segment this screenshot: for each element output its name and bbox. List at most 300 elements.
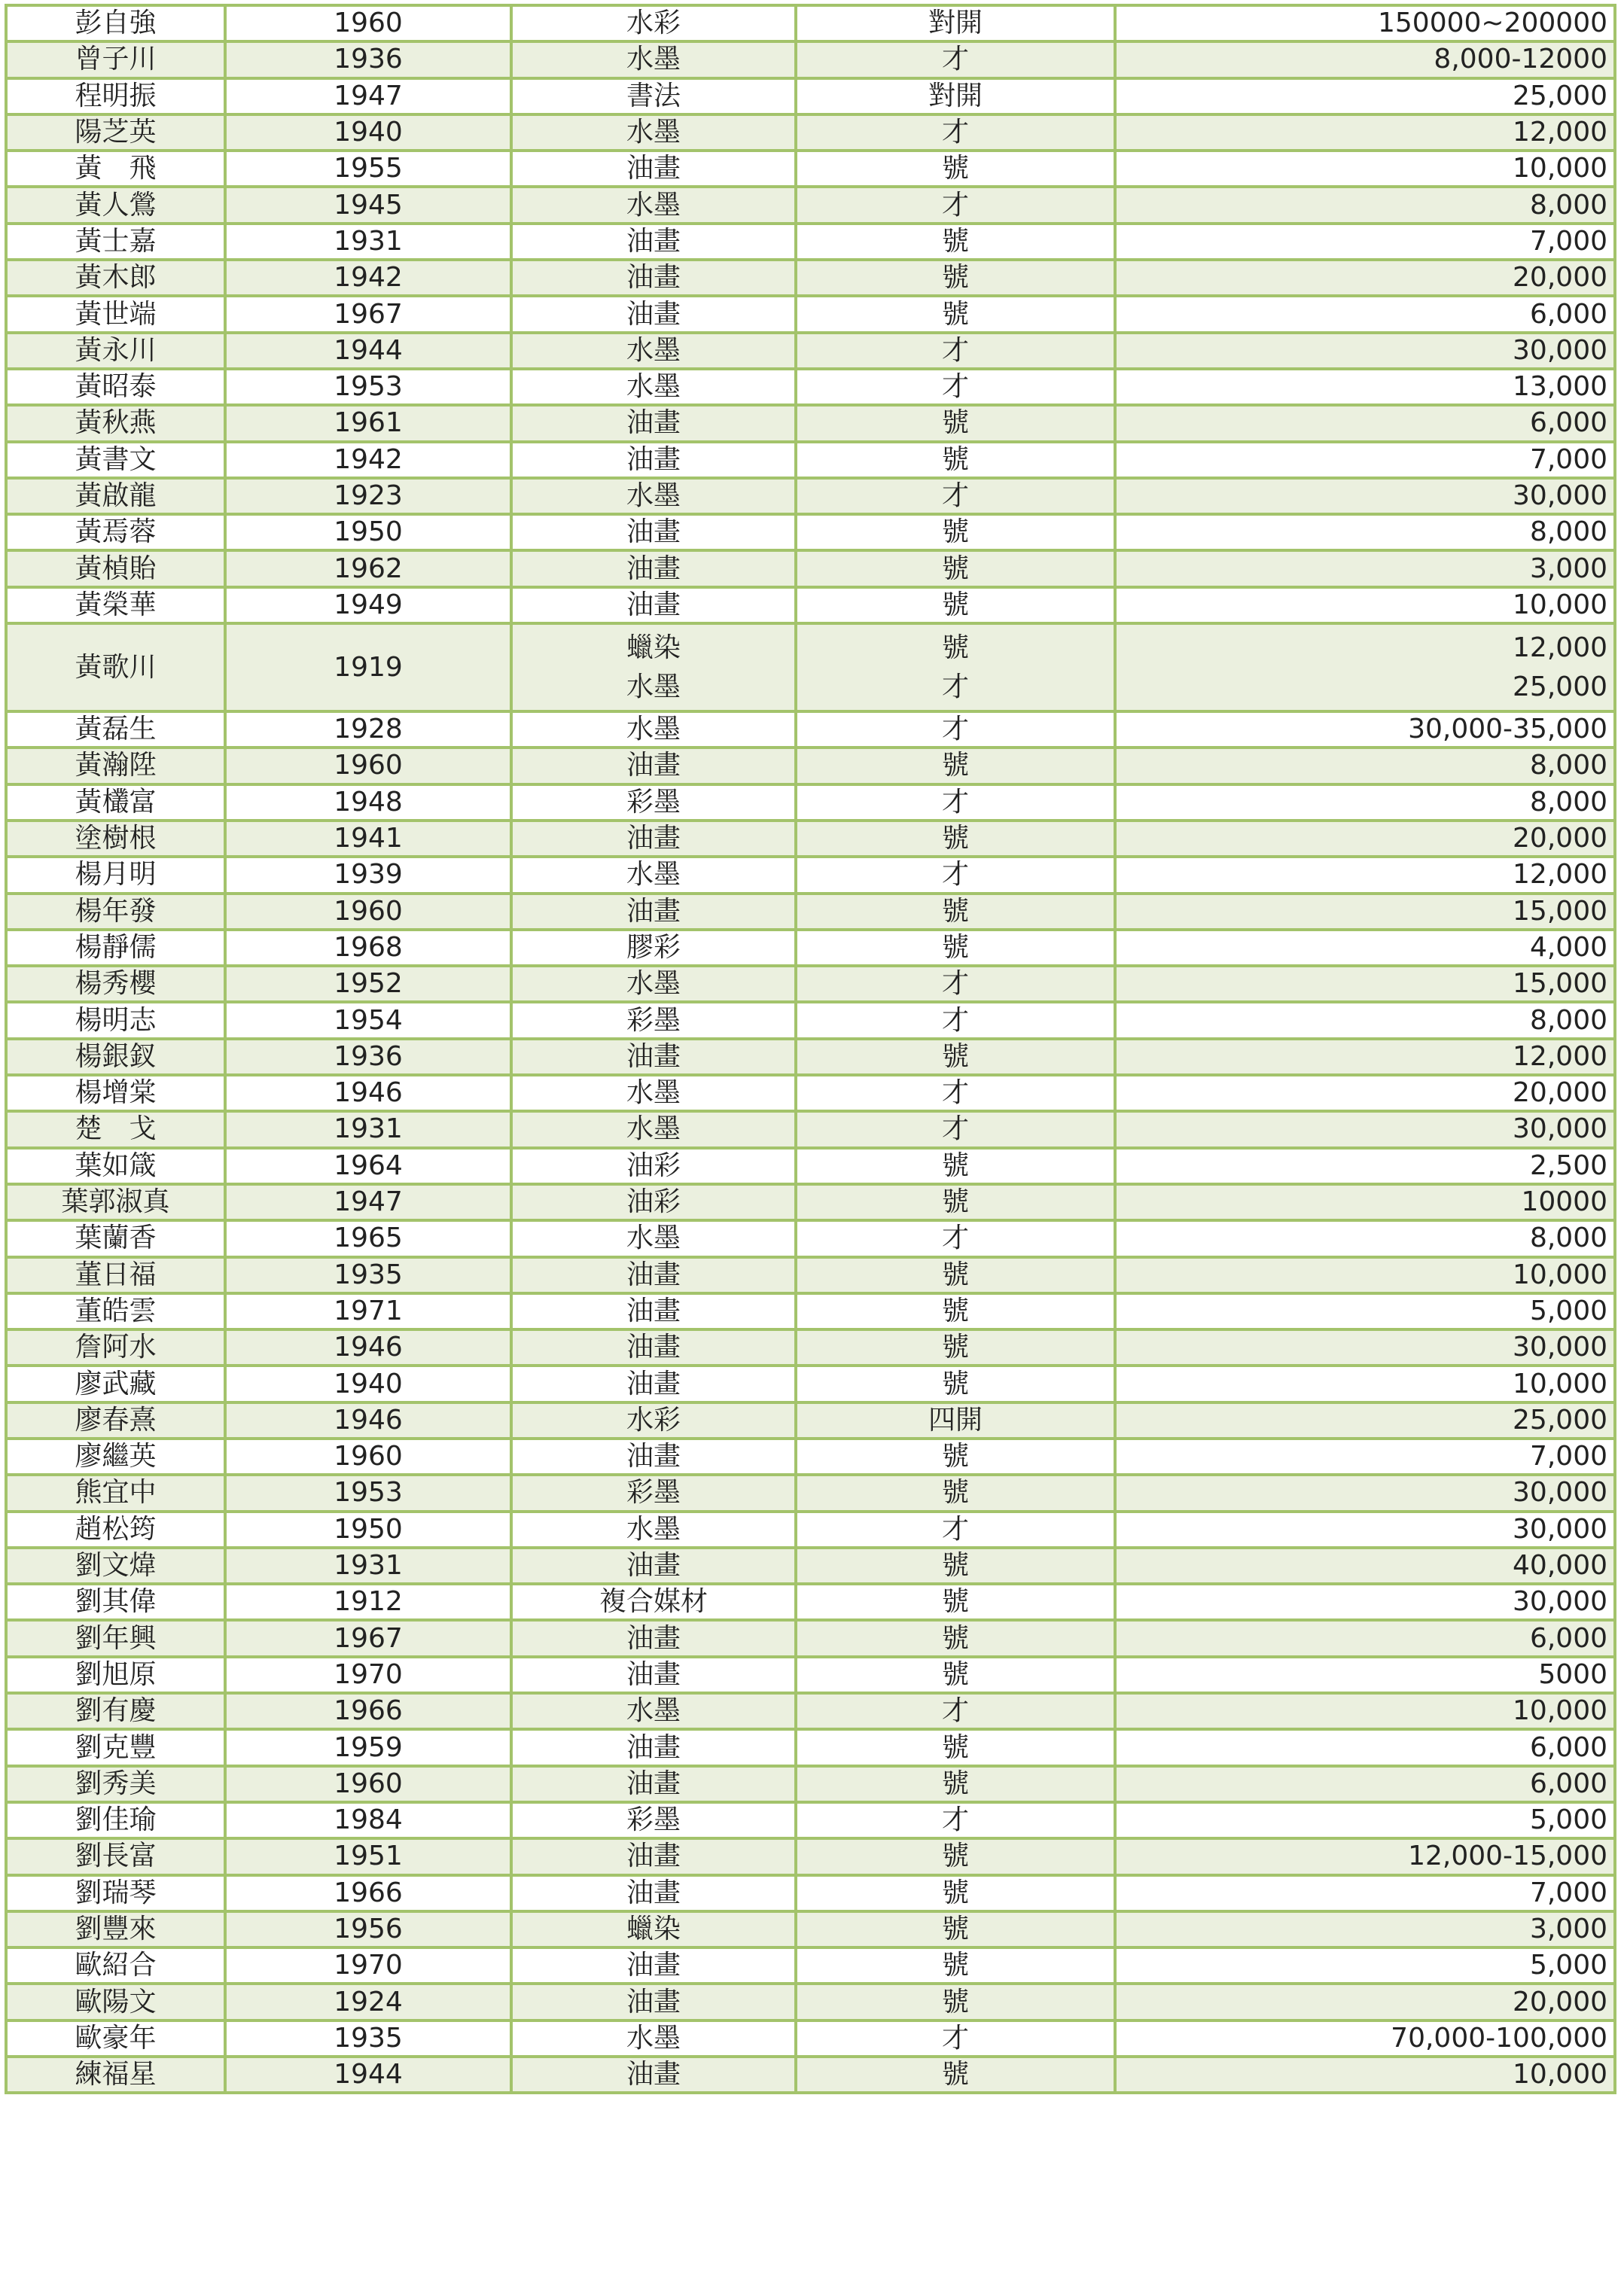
medium-cell: 水彩 <box>511 1402 796 1439</box>
birth-year-cell: 1970 <box>225 1947 511 1984</box>
size-unit-cell: 才 <box>796 187 1115 223</box>
price-cell: 25,000 <box>1115 1402 1615 1439</box>
size-unit-cell: 號 <box>796 1984 1115 2020</box>
table-row <box>6 1475 1615 1511</box>
table-row <box>6 41 1615 78</box>
birth-year-cell: 1960 <box>225 894 511 930</box>
price-cell: 8,000 <box>1115 1002 1615 1038</box>
stacked-value: 25,000 <box>1513 671 1607 702</box>
table-row <box>6 2057 1615 2093</box>
table-row <box>6 1039 1615 1075</box>
price-cell: 20,000 <box>1115 260 1615 296</box>
size-unit-cell: 號 <box>796 1293 1115 1329</box>
artist-name-cell: 歐豪年 <box>6 2020 225 2057</box>
medium-cell: 油畫 <box>511 587 796 623</box>
table-row <box>6 821 1615 857</box>
price-cell: 30,000 <box>1115 478 1615 514</box>
size-unit-cell: 號 <box>796 1329 1115 1366</box>
artist-name-cell: 黃磊生 <box>6 711 225 748</box>
artist-name-cell: 黃 飛 <box>6 151 225 187</box>
table-row <box>6 1984 1615 2020</box>
birth-year-cell: 1971 <box>225 1293 511 1329</box>
size-unit-cell: 號 <box>796 2057 1115 2093</box>
medium-cell: 複合媒材 <box>511 1584 796 1620</box>
table-row <box>6 623 1615 711</box>
table-row <box>6 1366 1615 1402</box>
birth-year-cell: 1960 <box>225 5 511 41</box>
price-cell: 30,000 <box>1115 1329 1615 1366</box>
birth-year-cell: 1946 <box>225 1075 511 1111</box>
table-row <box>6 151 1615 187</box>
medium-cell: 油畫 <box>511 1439 796 1475</box>
artist-name-cell: 廖春熹 <box>6 1402 225 1439</box>
table-row <box>6 1184 1615 1220</box>
medium-cell: 油畫 <box>511 442 796 478</box>
price-cell: 7,000 <box>1115 442 1615 478</box>
medium-cell: 水墨 <box>511 187 796 223</box>
medium-cell: 油畫 <box>511 1548 796 1584</box>
birth-year-cell: 1919 <box>225 623 511 711</box>
birth-year-cell: 1967 <box>225 1620 511 1656</box>
medium-cell: 油畫 <box>511 821 796 857</box>
medium-cell: 水彩 <box>511 5 796 41</box>
birth-year-cell: 1935 <box>225 2020 511 2057</box>
size-unit-cell: 號 <box>796 1257 1115 1293</box>
price-cell: 12,000 <box>1115 1039 1615 1075</box>
medium-cell: 油畫 <box>511 224 796 260</box>
medium-cell: 油畫 <box>511 1293 796 1329</box>
medium-cell: 油畫 <box>511 405 796 441</box>
birth-year-cell: 1936 <box>225 41 511 78</box>
birth-year-cell: 1939 <box>225 857 511 893</box>
size-unit-cell: 號 <box>796 587 1115 623</box>
price-cell: 5000 <box>1115 1657 1615 1693</box>
price-cell: 20,000 <box>1115 1984 1615 2020</box>
stacked-value: 號 <box>941 632 969 663</box>
birth-year-cell: 1931 <box>225 1111 511 1147</box>
table-row <box>6 857 1615 893</box>
birth-year-cell: 1923 <box>225 478 511 514</box>
birth-year-cell: 1942 <box>225 442 511 478</box>
size-unit-cell: 才 <box>796 784 1115 821</box>
artist-name-cell: 劉佳瑜 <box>6 1802 225 1838</box>
birth-year-cell: 1942 <box>225 260 511 296</box>
medium-cell: 水墨 <box>511 369 796 405</box>
size-unit-cell: 號 <box>796 442 1115 478</box>
artist-name-cell: 劉瑞琴 <box>6 1875 225 1911</box>
size-unit-cell: 才 <box>796 1111 1115 1147</box>
table-row <box>6 1548 1615 1584</box>
size-unit-cell: 號 <box>796 260 1115 296</box>
artist-name-cell: 歐紹合 <box>6 1947 225 1984</box>
table-row <box>6 1584 1615 1620</box>
price-cell: 6,000 <box>1115 405 1615 441</box>
medium-cell: 油畫 <box>511 260 796 296</box>
birth-year-cell: 1944 <box>225 333 511 369</box>
medium-cell: 油畫 <box>511 1620 796 1656</box>
table-row <box>6 1620 1615 1656</box>
artist-name-cell: 黃書文 <box>6 442 225 478</box>
table-row <box>6 442 1615 478</box>
price-cell: 30,000 <box>1115 1584 1615 1620</box>
birth-year-cell: 1965 <box>225 1220 511 1256</box>
size-unit-cell: 對開 <box>796 5 1115 41</box>
table-row <box>6 1402 1615 1439</box>
size-unit-cell: 號 <box>796 1620 1115 1656</box>
birth-year-cell: 1950 <box>225 514 511 550</box>
stacked-value: 蠟染 <box>626 632 681 663</box>
price-cell: 10,000 <box>1115 2057 1615 2093</box>
price-cell: 70,000-100,000 <box>1115 2020 1615 2057</box>
price-cell: 10000 <box>1115 1184 1615 1220</box>
medium-cell: 油畫 <box>511 151 796 187</box>
price-cell: 5,000 <box>1115 1802 1615 1838</box>
size-unit-cell: 才 <box>796 333 1115 369</box>
artist-name-cell: 黃人鶯 <box>6 187 225 223</box>
medium-cell: 水墨 <box>511 2020 796 2057</box>
table-row <box>6 1911 1615 1947</box>
size-unit-cell: 號 <box>796 1366 1115 1402</box>
price-cell: 30,000 <box>1115 333 1615 369</box>
size-unit-cell: 才 <box>796 1512 1115 1548</box>
artist-name-cell: 詹阿水 <box>6 1329 225 1366</box>
artist-name-cell: 黃啟龍 <box>6 478 225 514</box>
size-unit-cell: 對開 <box>796 78 1115 114</box>
medium-cell: 水墨 <box>511 1075 796 1111</box>
artist-name-cell: 塗樹根 <box>6 821 225 857</box>
size-unit-cell: 號 <box>796 405 1115 441</box>
birth-year-cell: 1928 <box>225 711 511 748</box>
size-unit-cell: 號 <box>796 550 1115 586</box>
medium-cell: 油畫 <box>511 1729 796 1765</box>
price-cell: 5,000 <box>1115 1947 1615 1984</box>
table-row <box>6 1257 1615 1293</box>
artist-name-cell: 曾子川 <box>6 41 225 78</box>
price-cell: 10,000 <box>1115 1257 1615 1293</box>
medium-cell: 油畫 <box>511 894 796 930</box>
medium-cell: 油畫 <box>511 1875 796 1911</box>
price-cell: 8,000 <box>1115 514 1615 550</box>
price-cell: 150000~200000 <box>1115 5 1615 41</box>
size-unit-cell: 才 <box>796 478 1115 514</box>
price-cell: 40,000 <box>1115 1548 1615 1584</box>
stacked-value: 才 <box>941 671 969 702</box>
medium-cell: 油畫 <box>511 1657 796 1693</box>
birth-year-cell: 1952 <box>225 966 511 1002</box>
size-unit-cell <box>796 623 1115 711</box>
medium-cell: 油畫 <box>511 1766 796 1802</box>
medium-cell: 水墨 <box>511 333 796 369</box>
stacked-values <box>941 632 969 702</box>
artist-name-cell: 陽芝英 <box>6 114 225 151</box>
size-unit-cell: 號 <box>796 821 1115 857</box>
price-cell: 30,000 <box>1115 1512 1615 1548</box>
birth-year-cell: 1966 <box>225 1693 511 1729</box>
medium-cell: 水墨 <box>511 1512 796 1548</box>
table-row <box>6 2020 1615 2057</box>
size-unit-cell: 才 <box>796 41 1115 78</box>
artist-name-cell: 劉長富 <box>6 1838 225 1874</box>
medium-cell: 油畫 <box>511 1366 796 1402</box>
artist-price-sheet <box>5 4 1613 2094</box>
table-body <box>6 5 1615 2093</box>
table-row <box>6 1838 1615 1874</box>
table-row <box>6 1002 1615 1038</box>
table-row <box>6 224 1615 260</box>
price-cell: 6,000 <box>1115 1766 1615 1802</box>
size-unit-cell: 號 <box>796 1475 1115 1511</box>
birth-year-cell: 1953 <box>225 369 511 405</box>
size-unit-cell: 號 <box>796 1947 1115 1984</box>
table-row <box>6 784 1615 821</box>
artist-name-cell: 劉有慶 <box>6 1693 225 1729</box>
birth-year-cell: 1966 <box>225 1875 511 1911</box>
size-unit-cell: 號 <box>796 1184 1115 1220</box>
medium-cell: 油彩 <box>511 1184 796 1220</box>
size-unit-cell: 號 <box>796 151 1115 187</box>
medium-cell: 油畫 <box>511 1947 796 1984</box>
medium-cell: 油畫 <box>511 296 796 332</box>
medium-cell: 油畫 <box>511 2057 796 2093</box>
artist-name-cell: 劉旭原 <box>6 1657 225 1693</box>
stacked-values <box>1513 632 1607 702</box>
size-unit-cell: 四開 <box>796 1402 1115 1439</box>
birth-year-cell: 1951 <box>225 1838 511 1874</box>
birth-year-cell: 1964 <box>225 1148 511 1184</box>
table-row <box>6 296 1615 332</box>
size-unit-cell: 號 <box>796 1148 1115 1184</box>
artist-name-cell: 熊宜中 <box>6 1475 225 1511</box>
medium-cell: 水墨 <box>511 966 796 1002</box>
artist-name-cell: 黃瀚陞 <box>6 748 225 784</box>
medium-cell: 油畫 <box>511 1039 796 1075</box>
price-cell: 5,000 <box>1115 1293 1615 1329</box>
artist-name-cell: 黃楨貽 <box>6 550 225 586</box>
price-cell: 6,000 <box>1115 1620 1615 1656</box>
medium-cell: 油畫 <box>511 550 796 586</box>
birth-year-cell: 1944 <box>225 2057 511 2093</box>
birth-year-cell: 1940 <box>225 114 511 151</box>
table-row <box>6 1657 1615 1693</box>
price-cell: 30,000 <box>1115 1475 1615 1511</box>
table-row <box>6 587 1615 623</box>
size-unit-cell: 號 <box>796 1439 1115 1475</box>
price-cell: 8,000 <box>1115 784 1615 821</box>
size-unit-cell: 號 <box>796 1548 1115 1584</box>
table-row <box>6 966 1615 1002</box>
size-unit-cell: 號 <box>796 1657 1115 1693</box>
table-row <box>6 1766 1615 1802</box>
table-row <box>6 514 1615 550</box>
price-cell: 8,000-12000 <box>1115 41 1615 78</box>
artist-name-cell: 楊明志 <box>6 1002 225 1038</box>
artist-name-cell: 楊秀櫻 <box>6 966 225 1002</box>
birth-year-cell: 1947 <box>225 78 511 114</box>
price-cell: 30,000 <box>1115 1111 1615 1147</box>
medium-cell: 水墨 <box>511 857 796 893</box>
birth-year-cell: 1947 <box>225 1184 511 1220</box>
artist-name-cell: 黃焉蓉 <box>6 514 225 550</box>
medium-cell: 油畫 <box>511 1838 796 1874</box>
table-row <box>6 1148 1615 1184</box>
price-cell: 10,000 <box>1115 1693 1615 1729</box>
birth-year-cell: 1960 <box>225 1439 511 1475</box>
medium-cell: 油彩 <box>511 1148 796 1184</box>
table-row <box>6 1293 1615 1329</box>
birth-year-cell: 1945 <box>225 187 511 223</box>
size-unit-cell: 號 <box>796 1911 1115 1947</box>
size-unit-cell: 號 <box>796 1039 1115 1075</box>
table-row <box>6 114 1615 151</box>
birth-year-cell: 1950 <box>225 1512 511 1548</box>
medium-cell: 水墨 <box>511 711 796 748</box>
artist-name-cell: 葉如箴 <box>6 1148 225 1184</box>
artist-price-table <box>5 4 1616 2094</box>
medium-cell <box>511 623 796 711</box>
price-cell: 3,000 <box>1115 550 1615 586</box>
size-unit-cell: 才 <box>796 857 1115 893</box>
table-row <box>6 1075 1615 1111</box>
artist-name-cell: 黃欉富 <box>6 784 225 821</box>
table-row <box>6 711 1615 748</box>
price-cell: 10,000 <box>1115 587 1615 623</box>
price-cell: 6,000 <box>1115 296 1615 332</box>
price-cell: 12,000-15,000 <box>1115 1838 1615 1874</box>
table-row <box>6 1729 1615 1765</box>
table-row <box>6 1802 1615 1838</box>
price-cell: 20,000 <box>1115 1075 1615 1111</box>
size-unit-cell: 才 <box>796 114 1115 151</box>
birth-year-cell: 1956 <box>225 1911 511 1947</box>
birth-year-cell: 1936 <box>225 1039 511 1075</box>
artist-name-cell: 劉年興 <box>6 1620 225 1656</box>
medium-cell: 油畫 <box>511 748 796 784</box>
size-unit-cell: 才 <box>796 1075 1115 1111</box>
medium-cell: 彩墨 <box>511 784 796 821</box>
table-row <box>6 369 1615 405</box>
birth-year-cell: 1984 <box>225 1802 511 1838</box>
size-unit-cell: 號 <box>796 514 1115 550</box>
price-cell: 7,000 <box>1115 224 1615 260</box>
table-row <box>6 260 1615 296</box>
table-row <box>6 1947 1615 1984</box>
artist-name-cell: 楊月明 <box>6 857 225 893</box>
birth-year-cell: 1948 <box>225 784 511 821</box>
birth-year-cell: 1962 <box>225 550 511 586</box>
birth-year-cell: 1912 <box>225 1584 511 1620</box>
size-unit-cell: 號 <box>796 296 1115 332</box>
table-row <box>6 78 1615 114</box>
artist-name-cell: 劉秀美 <box>6 1766 225 1802</box>
artist-name-cell: 黃榮華 <box>6 587 225 623</box>
size-unit-cell: 號 <box>796 930 1115 966</box>
artist-name-cell: 黃永川 <box>6 333 225 369</box>
birth-year-cell: 1949 <box>225 587 511 623</box>
table-row <box>6 1512 1615 1548</box>
size-unit-cell: 才 <box>796 1693 1115 1729</box>
birth-year-cell: 1924 <box>225 1984 511 2020</box>
price-cell: 13,000 <box>1115 369 1615 405</box>
size-unit-cell: 才 <box>796 369 1115 405</box>
birth-year-cell: 1961 <box>225 405 511 441</box>
medium-cell: 油畫 <box>511 1329 796 1366</box>
birth-year-cell: 1935 <box>225 1257 511 1293</box>
size-unit-cell: 號 <box>796 1875 1115 1911</box>
artist-name-cell: 廖武藏 <box>6 1366 225 1402</box>
size-unit-cell: 號 <box>796 1729 1115 1765</box>
birth-year-cell: 1968 <box>225 930 511 966</box>
table-row <box>6 930 1615 966</box>
size-unit-cell: 才 <box>796 1220 1115 1256</box>
price-cell: 2,500 <box>1115 1148 1615 1184</box>
birth-year-cell: 1946 <box>225 1329 511 1366</box>
birth-year-cell: 1931 <box>225 224 511 260</box>
size-unit-cell: 才 <box>796 711 1115 748</box>
price-cell: 3,000 <box>1115 1911 1615 1947</box>
artist-name-cell: 練福星 <box>6 2057 225 2093</box>
medium-cell: 水墨 <box>511 478 796 514</box>
medium-cell: 水墨 <box>511 41 796 78</box>
size-unit-cell: 才 <box>796 966 1115 1002</box>
table-row <box>6 748 1615 784</box>
birth-year-cell: 1941 <box>225 821 511 857</box>
size-unit-cell: 號 <box>796 1766 1115 1802</box>
table-row <box>6 1111 1615 1147</box>
artist-name-cell: 葉蘭香 <box>6 1220 225 1256</box>
table-row <box>6 894 1615 930</box>
price-cell: 7,000 <box>1115 1439 1615 1475</box>
artist-name-cell: 黃昭泰 <box>6 369 225 405</box>
artist-name-cell: 楊年發 <box>6 894 225 930</box>
artist-name-cell: 彭自強 <box>6 5 225 41</box>
medium-cell: 彩墨 <box>511 1002 796 1038</box>
size-unit-cell: 號 <box>796 1838 1115 1874</box>
birth-year-cell: 1940 <box>225 1366 511 1402</box>
table-row <box>6 405 1615 441</box>
price-cell <box>1115 623 1615 711</box>
medium-cell: 水墨 <box>511 1220 796 1256</box>
medium-cell: 水墨 <box>511 1111 796 1147</box>
medium-cell: 油畫 <box>511 514 796 550</box>
stacked-value: 12,000 <box>1513 632 1607 663</box>
table-row <box>6 550 1615 586</box>
table-row <box>6 333 1615 369</box>
birth-year-cell: 1960 <box>225 1766 511 1802</box>
medium-cell: 彩墨 <box>511 1802 796 1838</box>
medium-cell: 蠟染 <box>511 1911 796 1947</box>
birth-year-cell: 1955 <box>225 151 511 187</box>
birth-year-cell: 1970 <box>225 1657 511 1693</box>
birth-year-cell: 1959 <box>225 1729 511 1765</box>
price-cell: 15,000 <box>1115 894 1615 930</box>
medium-cell: 彩墨 <box>511 1475 796 1511</box>
price-cell: 4,000 <box>1115 930 1615 966</box>
table-row <box>6 1220 1615 1256</box>
medium-cell: 油畫 <box>511 1984 796 2020</box>
medium-cell: 油畫 <box>511 1257 796 1293</box>
artist-name-cell: 劉其偉 <box>6 1584 225 1620</box>
artist-name-cell: 黃秋燕 <box>6 405 225 441</box>
artist-name-cell: 黃歌川 <box>6 623 225 711</box>
birth-year-cell: 1953 <box>225 1475 511 1511</box>
price-cell: 10,000 <box>1115 1366 1615 1402</box>
stacked-values <box>626 632 681 702</box>
artist-name-cell: 董日福 <box>6 1257 225 1293</box>
artist-name-cell: 葉郭淑真 <box>6 1184 225 1220</box>
price-cell: 12,000 <box>1115 857 1615 893</box>
birth-year-cell: 1967 <box>225 296 511 332</box>
artist-name-cell: 劉豐來 <box>6 1911 225 1947</box>
